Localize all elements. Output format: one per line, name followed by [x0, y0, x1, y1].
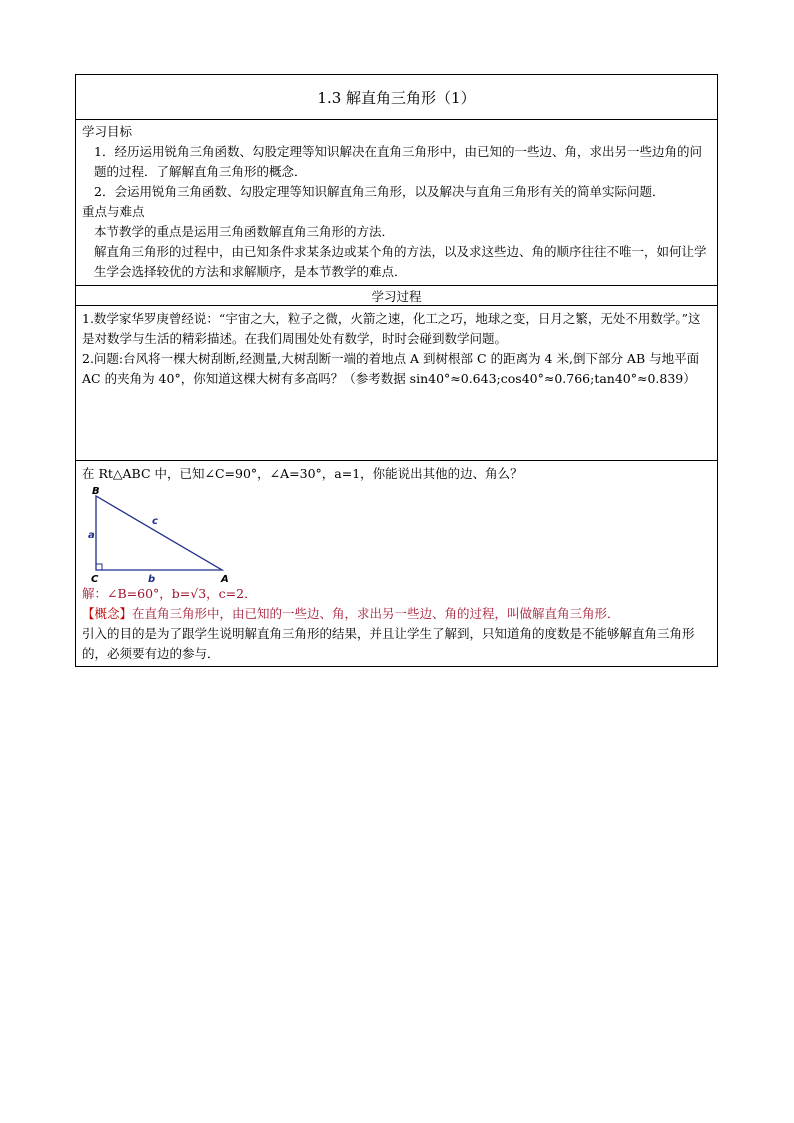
concept-tag: 【概念】	[82, 606, 133, 621]
vertex-A-label: A	[221, 574, 229, 584]
example-section	[76, 461, 717, 666]
goals-heading: 学习目标	[82, 124, 133, 139]
goal-item-1: 1．经历运用锐角三角函数、勾股定理等知识解决在直角三角形中，由已知的一些边、角，求出另一些边角的问题的过程．了解解直角三角形的概念．	[94, 144, 702, 179]
goals-section	[76, 120, 717, 286]
example-question: 在 Rt△ABC 中，已知∠C=90°，∠A=30°，a=1，你能说出其他的边、角么？	[82, 466, 523, 481]
process-section	[76, 306, 717, 461]
goal-item-2: 2．会运用锐角三角函数、勾股定理等知识解直角三角形，以及解决与直角三角形有关的简单实际问题．	[94, 184, 665, 199]
side-c-label: c	[152, 516, 158, 527]
vertex-B-label: B	[92, 486, 100, 497]
solution-line: 解：∠B=60°，b=√3，c=2．	[82, 586, 257, 601]
side-a-label: a	[88, 530, 95, 541]
vertex-C-label: C	[91, 574, 99, 584]
focus-item-2: 解直角三角形的过程中，由已知条件求某条边或某个角的方法，以及求这些边、角的顺序往往不唯一，如何让学生学会选择较优的方法和求解顺序，是本节教学的难点．	[94, 244, 707, 279]
note-paragraph: 引入的目的是为了跟学生说明解直角三角形的结果，并且让学生了解到，只知道角的度数是不能够解直角三角形的，必须要有边的参与．	[82, 626, 695, 661]
triangle-shape	[96, 496, 222, 570]
process-heading: 学习过程	[76, 286, 717, 306]
focus-heading: 重点与难点	[82, 204, 145, 219]
concept-text: 在直角三角形中，由已知的一些边、角，求出另一些边、角的过程，叫做解直角三角形．	[132, 606, 620, 621]
lesson-table	[75, 74, 718, 667]
concept-line	[82, 604, 711, 624]
quote-paragraph: 1.数学家华罗庚曾经说：“宇宙之大，粒子之微，火箭之速，化工之巧，地球之变，日月之繁，无处不用数学。”这是对数学与生活的精彩描述。在我们周围处处有数学，时时会碰到数学问题。	[82, 311, 701, 346]
focus-item-1: 本节教学的重点是运用三角函数解直角三角形的方法．	[94, 224, 395, 239]
side-b-label: b	[148, 574, 156, 584]
problem-paragraph: 2.问题:台风将一棵大树刮断,经测量,大树刮断一端的着地点 A 到树根部 C 的距离为 4 米,倒下部分 AB 与地平面 AC 的夹角为 40°，你知道这棵大树有多高吗？（参考数据 sin40°≈0.643;cos40°≈0.766;tan40°≈0.839）	[82, 351, 700, 386]
page-title	[76, 75, 717, 120]
right-angle-mark	[96, 564, 102, 570]
title-text: 1.3 解直角三角形（1）	[317, 88, 476, 107]
triangle-figure	[82, 484, 232, 584]
